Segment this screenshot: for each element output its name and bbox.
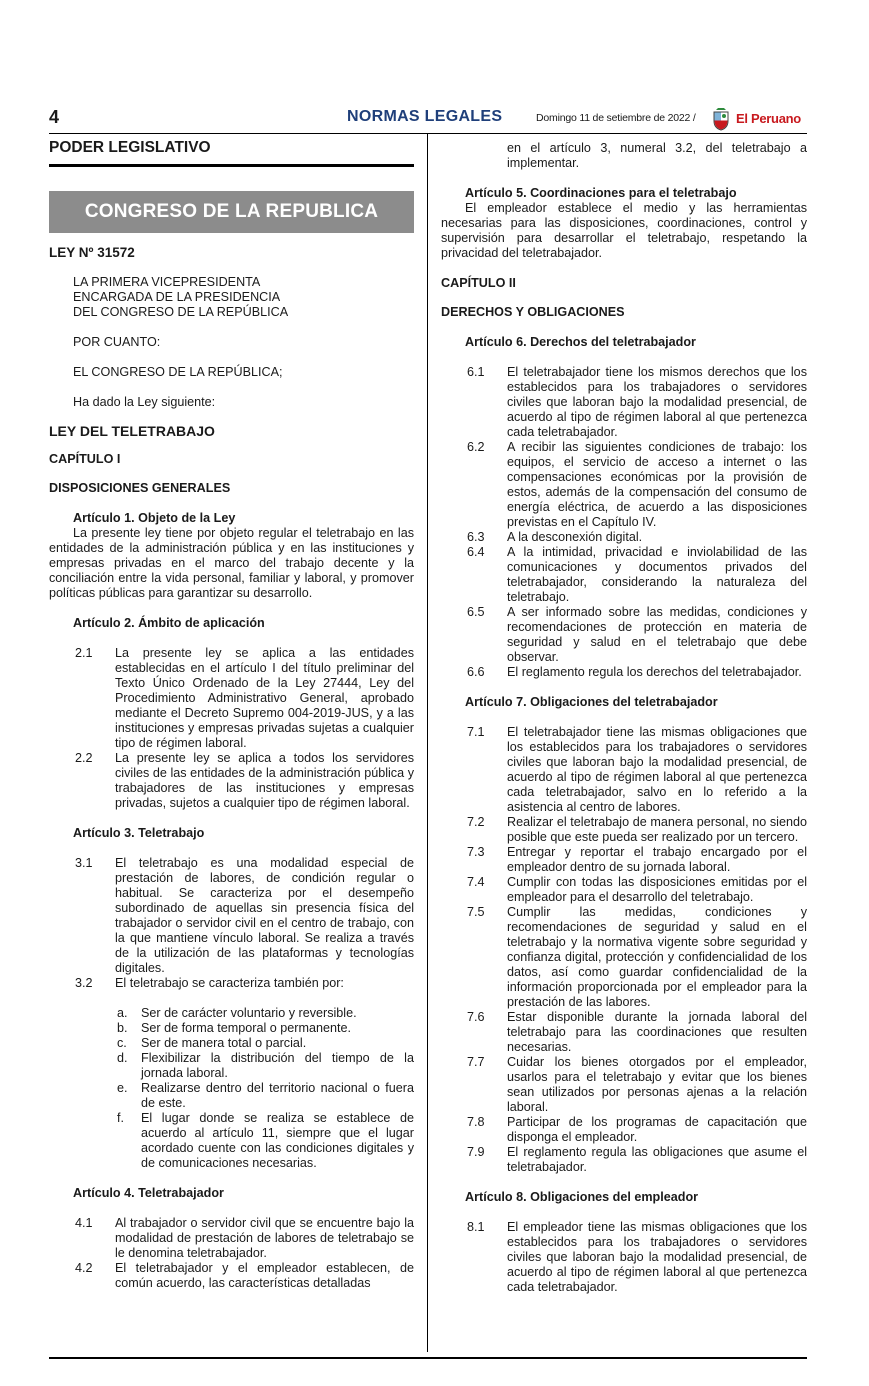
publication-date: Domingo 11 de setiembre de 2022 / (536, 112, 696, 124)
sub-item (49, 1036, 414, 1051)
item-text: A recibir las siguientes condiciones de trabajo: los equipos, el servicio de acceso a internet o las compensaciones económicas por la provisión de estos, además de la compensación del consumo de energía eléctrica, de acuerdo a las disposiciones previstas en el Capítulo IV. (507, 440, 807, 529)
item-text: La presente ley se aplica a todos los servidores civiles de las entidades de la administración pública y trabajadores de las instituciones y empresas privadas, sujetos a cualquier tipo de régimen laboral. (115, 751, 414, 810)
article-heading: Artículo 5. Coordinaciones para el teletrabajo (465, 186, 737, 200)
item-number: 7.9 (467, 1145, 485, 1159)
section-heading: PODER LEGISLATIVO (49, 139, 211, 156)
ha-dado-line: Ha dado la Ley siguiente: (73, 395, 216, 409)
por-cuanto: POR CUANTO: (73, 335, 161, 349)
sub-letter: c. (117, 1036, 127, 1050)
sub-text: Ser de manera total o parcial. (141, 1036, 307, 1050)
chapter-number: CAPÍTULO II (441, 276, 516, 290)
item-text: A la intimidad, privacidad e inviolabilidad de las comunicaciones y documentos privados del teletrabajador, considerando la naturaleza del teletrabajo. (507, 545, 807, 604)
list-item (441, 905, 807, 1010)
item-number: 7.5 (467, 905, 485, 919)
column-divider (427, 134, 428, 1352)
item-number: 7.8 (467, 1115, 485, 1129)
list-item (441, 725, 807, 815)
list-item (49, 976, 414, 991)
list-item (49, 1261, 414, 1291)
item-text: Entregar y reportar el trabajo encargado por el empleador dentro de su jornada laboral. (507, 845, 807, 874)
item-number: 2.1 (75, 646, 93, 660)
article-heading: Artículo 7. Obligaciones del teletrabajador (465, 695, 718, 709)
item-text: A ser informado sobre las medidas, condiciones y recomendaciones de protección en materia de seguridad y salud en el teletrabajo que debe observar. (507, 605, 807, 664)
item-text: El empleador tiene las mismas obligaciones que los establecidos para los trabajadores o servidores civiles que laboran bajo la modalidad presencial, de acuerdo al tipo de régimen laboral al que pertenezca cada teletrabajador. (507, 1220, 807, 1294)
sub-letter: e. (117, 1081, 128, 1095)
right-column (441, 141, 807, 1295)
sub-item (49, 1111, 414, 1171)
item-number: 6.5 (467, 605, 485, 619)
issuer-block (49, 275, 414, 320)
sub-text: Realizarse dentro del territorio nacional o fuera de este. (141, 1081, 414, 1110)
section-title: NORMAS LEGALES (347, 108, 503, 125)
law-title: LEY DEL TELETRABAJO (49, 423, 215, 439)
footer-rule (49, 1357, 807, 1359)
item-number: 6.3 (467, 530, 485, 544)
list-item (441, 530, 807, 545)
list-item (441, 1115, 807, 1145)
chapter-title: DERECHOS Y OBLIGACIONES (441, 305, 625, 319)
item-number: 2.2 (75, 751, 93, 765)
item-number: 7.3 (467, 845, 485, 859)
list-item (49, 856, 414, 976)
issuer-line: DEL CONGRESO DE LA REPÚBLICA (73, 305, 289, 319)
sub-list (49, 1006, 414, 1171)
item-text: Cuidar los bienes otorgados por el empleador, usarlos para el teletrabajo y evitar que los bienes sean utilizados por personas ajenas a la relación laboral. (507, 1055, 807, 1114)
list-item (441, 365, 807, 440)
sub-letter: d. (117, 1051, 128, 1065)
item-text: El teletrabajador tiene las mismas obligaciones que los establecidos para los trabajadores o servidores civiles que laboran bajo la modalidad presencial, de acuerdo al tipo de régimen laboral al que pertenezca cada teletrabajador, salvo en lo referido a la asistencia al centro de labores. (507, 725, 807, 814)
item-number: 7.1 (467, 725, 485, 739)
sub-text: El lugar donde se realiza se establece de acuerdo al artículo 11, siempre que el lugar acordado cuente con las condiciones digitales y de comunicaciones necesarias. (141, 1111, 414, 1170)
sub-letter: b. (117, 1021, 128, 1035)
item-number: 4.1 (75, 1216, 93, 1230)
sub-item (49, 1081, 414, 1111)
item-number: 4.2 (75, 1261, 93, 1275)
sub-item (49, 1021, 414, 1036)
list-item (441, 845, 807, 875)
list-item (441, 665, 807, 680)
list-item (441, 1010, 807, 1055)
item-number: 7.6 (467, 1010, 485, 1024)
list-item (441, 605, 807, 665)
list-item (49, 646, 414, 751)
list-item (49, 751, 414, 811)
rights-list (441, 365, 807, 680)
item-number: 6.4 (467, 545, 485, 559)
item-number: 6.6 (467, 665, 485, 679)
item-number: 3.2 (75, 976, 93, 990)
page-header (49, 105, 806, 133)
list-item (441, 1145, 807, 1175)
sub-text: Flexibilizar la distribución del tiempo de la jornada laboral. (141, 1051, 414, 1080)
item-text: El teletrabajo es una modalidad especial de prestación de labores, de condición regular o habitual. Se caracteriza por el desempeño subordinado de aquellas sin presencia física del trabajador o servidor civil en el centro de trabajo, con la que mantiene vínculo laboral. Se realiza a través de la utilización de las plataformas y tecnologías digitales. (115, 856, 414, 975)
sub-letter: a. (117, 1006, 128, 1020)
article-heading: Artículo 6. Derechos del teletrabajador (465, 335, 696, 349)
newspaper-name: El Peruano (736, 111, 801, 126)
item-number: 7.4 (467, 875, 485, 889)
left-column (49, 140, 414, 1291)
article-heading: Artículo 8. Obligaciones del empleador (465, 1190, 699, 1204)
item-number: 6.2 (467, 440, 485, 454)
item-text: El teletrabajador tiene los mismos derechos que los establecidos para los trabajadores o servidores civiles que laboran bajo la modalidad presencial, de acuerdo al tipo de régimen laboral al que pertenezca cada teletrabajador. (507, 365, 807, 439)
article-heading: Artículo 2. Ámbito de aplicación (73, 616, 265, 630)
header-rule (49, 133, 807, 134)
congreso-line: EL CONGRESO DE LA REPÚBLICA; (73, 365, 283, 379)
peru-coat-of-arms-icon (712, 107, 730, 131)
sub-item (49, 1006, 414, 1021)
chapter-title: DISPOSICIONES GENERALES (49, 481, 231, 495)
item-number: 3.1 (75, 856, 93, 870)
article-text: El empleador establece el medio y las herramientas necesarias para las disposiciones, coordinaciones, control y supervisión para desarrollar el teletrabajo, respetando la privacidad del teletrabajador. (441, 201, 807, 260)
item-text: Participar de los programas de capacitación que disponga el empleador. (507, 1115, 807, 1144)
article-heading: Artículo 3. Teletrabajo (73, 826, 205, 840)
list-item (441, 545, 807, 605)
page-number: 4 (49, 107, 60, 127)
institution-band: CONGRESO DE LA REPUBLICA (49, 191, 414, 233)
thick-rule (49, 164, 414, 167)
list-item (49, 1216, 414, 1261)
issuer-line: LA PRIMERA VICEPRESIDENTA (73, 275, 261, 289)
item-text: Estar disponible durante la jornada laboral del teletrabajo para las coordinaciones que resulten necesarias. (507, 1010, 807, 1054)
item-number: 7.2 (467, 815, 485, 829)
list-item (441, 875, 807, 905)
sub-item (49, 1051, 414, 1081)
item-text: El reglamento regula los derechos del teletrabajador. (507, 665, 802, 679)
item-text: El teletrabajador y el empleador establecen, de común acuerdo, las características detalladas (115, 1261, 414, 1290)
article-heading: Artículo 4. Teletrabajador (73, 1186, 224, 1200)
article-heading: Artículo 1. Objeto de la Ley (73, 511, 236, 525)
law-number: LEY Nº 31572 (49, 245, 135, 260)
item-text: El teletrabajo se caracteriza también por: (115, 976, 344, 990)
continued-item (441, 141, 807, 171)
item-text: El reglamento regula las obligaciones que asume el teletrabajador. (507, 1145, 807, 1174)
list-item (441, 1055, 807, 1115)
item-text: Realizar el teletrabajo de manera personal, no siendo posible que este pueda ser realizado por un tercero. (507, 815, 807, 844)
obligations-list (441, 725, 807, 1175)
list-item (441, 1220, 807, 1295)
list-item (441, 815, 807, 845)
item-text: en el artículo 3, numeral 3.2, del teletrabajo a implementar. (507, 141, 807, 170)
item-number: 7.7 (467, 1055, 485, 1069)
item-text: Cumplir con todas las disposiciones emitidas por el empleador para el desarrollo del teletrabajo. (507, 875, 807, 904)
list-item (441, 440, 807, 530)
article-text: La presente ley tiene por objeto regular el teletrabajo en las entidades de la administración pública y en las instituciones y empresas privadas en el marco del trabajo decente y la conciliación entre la vida personal, familiar y laboral, y promover políticas públicas para garantizar su desarrollo. (49, 526, 414, 600)
item-text: Al trabajador o servidor civil que se encuentre bajo la modalidad de prestación de labores de teletrabajo se le denomina teletrabajador. (115, 1216, 414, 1260)
item-number: 6.1 (467, 365, 485, 379)
sub-letter: f. (117, 1111, 124, 1125)
item-text: La presente ley se aplica a las entidades establecidas en el artículo I del título preliminar del Texto Único Ordenado de la Ley 27444, Ley del Procedimiento Administrativo General, aprobado mediante el Decreto Supremo 004-2019-JUS, y a las instituciones y empresas privadas sujetas a cualquier tipo de régimen laboral. (115, 646, 414, 750)
sub-text: Ser de carácter voluntario y reversible. (141, 1006, 357, 1020)
item-text: Cumplir las medidas, condiciones y recomendaciones de seguridad y salud en el teletrabajo y la normativa vigente sobre seguridad y confianza digital, protección y confidencialidad de los datos, así como guardar confidencialidad de la información proporcionada por el empleador para la prestación de las labores. (507, 905, 807, 1009)
item-text: A la desconexión digital. (507, 530, 643, 544)
item-number: 8.1 (467, 1220, 485, 1234)
sub-text: Ser de forma temporal o permanente. (141, 1021, 352, 1035)
issuer-line: ENCARGADA DE LA PRESIDENCIA (73, 290, 281, 304)
chapter-number: CAPÍTULO I (49, 452, 121, 466)
